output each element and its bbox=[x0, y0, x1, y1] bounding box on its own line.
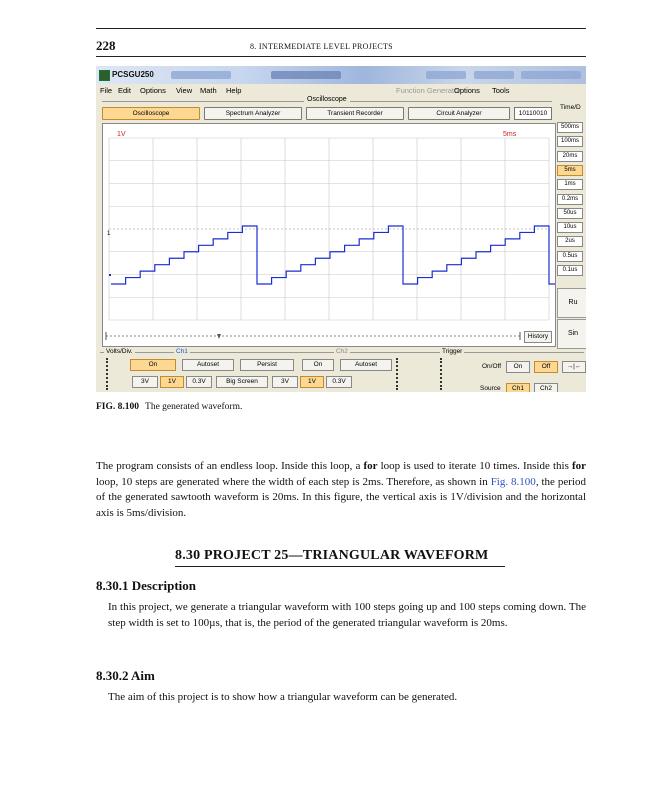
app-title: PCSGU250 bbox=[112, 70, 154, 79]
persist-button[interactable]: Persist bbox=[240, 359, 294, 371]
ch1-dial-dots bbox=[106, 358, 111, 390]
scope-svg bbox=[103, 124, 555, 346]
ch2-3v-button[interactable]: 3V bbox=[272, 376, 298, 388]
paragraph-3: The aim of this project is to show how a triangular waveform can be generated. bbox=[108, 691, 458, 703]
figure-label: FIG. 8.100 bbox=[96, 402, 140, 412]
timediv-option-0[interactable]: 500ms bbox=[557, 122, 583, 133]
menu-math[interactable]: Math bbox=[200, 86, 217, 95]
reference-marker: 1 bbox=[107, 231, 111, 237]
timediv-option-6[interactable]: 50us bbox=[557, 208, 583, 219]
ground-marker bbox=[109, 274, 111, 276]
menu-tools[interactable]: Tools bbox=[492, 86, 510, 95]
timediv-option-2[interactable]: 20ms bbox=[557, 151, 583, 162]
single-button[interactable]: Sin bbox=[557, 319, 586, 349]
section-underline bbox=[175, 566, 505, 567]
source-label: Source bbox=[480, 385, 501, 392]
ch1-autoset-button[interactable]: Autoset bbox=[182, 359, 234, 371]
volts-group-border bbox=[100, 352, 460, 353]
app-icon bbox=[99, 70, 110, 81]
scope-grid bbox=[109, 138, 549, 320]
taskbar-blob bbox=[521, 71, 581, 79]
source-ch1-button[interactable]: Ch1 bbox=[506, 383, 530, 392]
menu-function-generator[interactable]: Function Generator bbox=[396, 86, 461, 95]
timediv-option-9[interactable]: 0.5us bbox=[557, 251, 583, 262]
paragraph-2: In this project, we generate a triangular waveform with 100 steps going up and 100 steps coming down. The step width is set to 100µs, that is, the period of the generated triangular waveform is 20ms. bbox=[108, 601, 586, 629]
timediv-option-1[interactable]: 100ms bbox=[557, 136, 583, 147]
menu-view[interactable]: View bbox=[176, 86, 193, 95]
trigger-off-button[interactable]: Off bbox=[534, 361, 558, 373]
trigger-onoff-label: On/Off bbox=[482, 363, 502, 370]
para1-text-d: , the period of the generated sawtooth waveform is 20ms. In this figure, the vertical axis is 1V/division and the horizontal axis is 5ms/division. bbox=[96, 475, 586, 519]
running-head: 8. INTERMEDIATE LEVEL PROJECTS bbox=[250, 42, 393, 51]
mode-transient-button[interactable]: Transient Recorder bbox=[306, 107, 404, 120]
timediv-option-5[interactable]: 0.2ms bbox=[557, 194, 583, 205]
header-rule bbox=[96, 56, 586, 57]
para1-keyword-for-2: for bbox=[571, 460, 587, 472]
ch1-3v-button[interactable]: 3V bbox=[132, 376, 158, 388]
ch1-scale-marker: 1V bbox=[117, 131, 126, 138]
ch2-dial-dots bbox=[396, 358, 401, 390]
para1-keyword-for: for bbox=[363, 460, 378, 472]
timebase-marker: 5ms bbox=[503, 131, 517, 138]
figure-reference-link[interactable]: Fig. 8.100 bbox=[490, 475, 536, 488]
page-top-rule bbox=[96, 28, 586, 29]
trigger-dial-dots bbox=[440, 358, 445, 390]
waveform-trace bbox=[111, 226, 555, 284]
taskbar-blob bbox=[171, 71, 231, 79]
subsection-aim-title: 8.30.2 Aim bbox=[96, 668, 155, 683]
ch2-label: Ch2 bbox=[336, 348, 348, 355]
ch1-on-button[interactable]: On bbox=[130, 359, 176, 371]
mode-oscilloscope-button[interactable]: Oscilloscope bbox=[102, 107, 200, 120]
figure-caption bbox=[96, 402, 242, 412]
run-button[interactable]: Ru bbox=[557, 288, 586, 318]
paragraph-1 bbox=[96, 459, 586, 521]
menu-edit[interactable]: Edit bbox=[118, 86, 131, 95]
timediv-label: Time/D bbox=[560, 104, 581, 111]
page-number: 228 bbox=[96, 38, 116, 53]
timediv-option-7[interactable]: 10us bbox=[557, 222, 583, 233]
menu-file[interactable]: File bbox=[100, 86, 113, 95]
volts-div-label: Volts/Div. bbox=[106, 348, 133, 355]
ch1-1v-button[interactable]: 1V bbox=[160, 376, 184, 388]
ch1-label: Ch1 bbox=[176, 348, 188, 355]
figure-screenshot bbox=[96, 66, 586, 392]
timediv-option-10[interactable]: 0.1us bbox=[557, 265, 583, 276]
source-ch2-button[interactable]: Ch2 bbox=[534, 383, 558, 392]
menu-options-2[interactable]: Options bbox=[454, 86, 480, 95]
mode-spectrum-button[interactable]: Spectrum Analyzer bbox=[204, 107, 302, 120]
menu-options[interactable]: Options bbox=[140, 86, 166, 95]
ch2-03v-button[interactable]: 0.3V bbox=[326, 376, 352, 388]
taskbar-blob bbox=[426, 71, 466, 79]
taskbar-blob bbox=[271, 71, 341, 79]
app-titlebar bbox=[96, 66, 586, 84]
scope-screen bbox=[102, 123, 556, 347]
trigger-on-button[interactable]: On bbox=[506, 361, 530, 373]
menu-help[interactable]: Help bbox=[226, 86, 242, 95]
history-button[interactable]: History bbox=[524, 331, 552, 343]
timediv-option-8[interactable]: 2us bbox=[557, 236, 583, 247]
ch2-on-button[interactable]: On bbox=[302, 359, 334, 371]
trigger-arrows-button[interactable]: →|← bbox=[562, 361, 586, 373]
history-slider[interactable] bbox=[104, 332, 522, 340]
menu-bar bbox=[96, 85, 586, 96]
bit-value-display: 10110010 bbox=[514, 107, 552, 120]
para1-text-c: loop, 10 steps are generated where the width of each step is 2ms. Therefore, as shown in bbox=[96, 475, 491, 488]
ch1-03v-button[interactable]: 0.3V bbox=[186, 376, 212, 388]
figure-caption-text: The generated waveform. bbox=[145, 402, 243, 412]
mode-circuit-button[interactable]: Circuit Analyzer bbox=[408, 107, 510, 120]
timediv-option-3[interactable]: 5ms bbox=[557, 165, 583, 176]
timediv-option-4[interactable]: 1ms bbox=[557, 179, 583, 190]
subsection-description-title: 8.30.1 Description bbox=[96, 578, 197, 593]
big-screen-button[interactable]: Big Screen bbox=[216, 376, 268, 388]
ch2-autoset-button[interactable]: Autoset bbox=[340, 359, 392, 371]
group-label: Oscilloscope bbox=[304, 96, 350, 103]
trigger-label: Trigger bbox=[442, 348, 463, 355]
section-title: 8.30 PROJECT 25—TRIANGULAR WAVEFORM bbox=[175, 548, 489, 563]
taskbar-blob bbox=[474, 71, 514, 79]
para1-text-b: loop is used to iterate 10 times. Inside this bbox=[377, 460, 572, 472]
ch2-1v-button[interactable]: 1V bbox=[300, 376, 324, 388]
para1-text-a: The program consists of an endless loop. Inside this loop, a bbox=[96, 460, 364, 472]
